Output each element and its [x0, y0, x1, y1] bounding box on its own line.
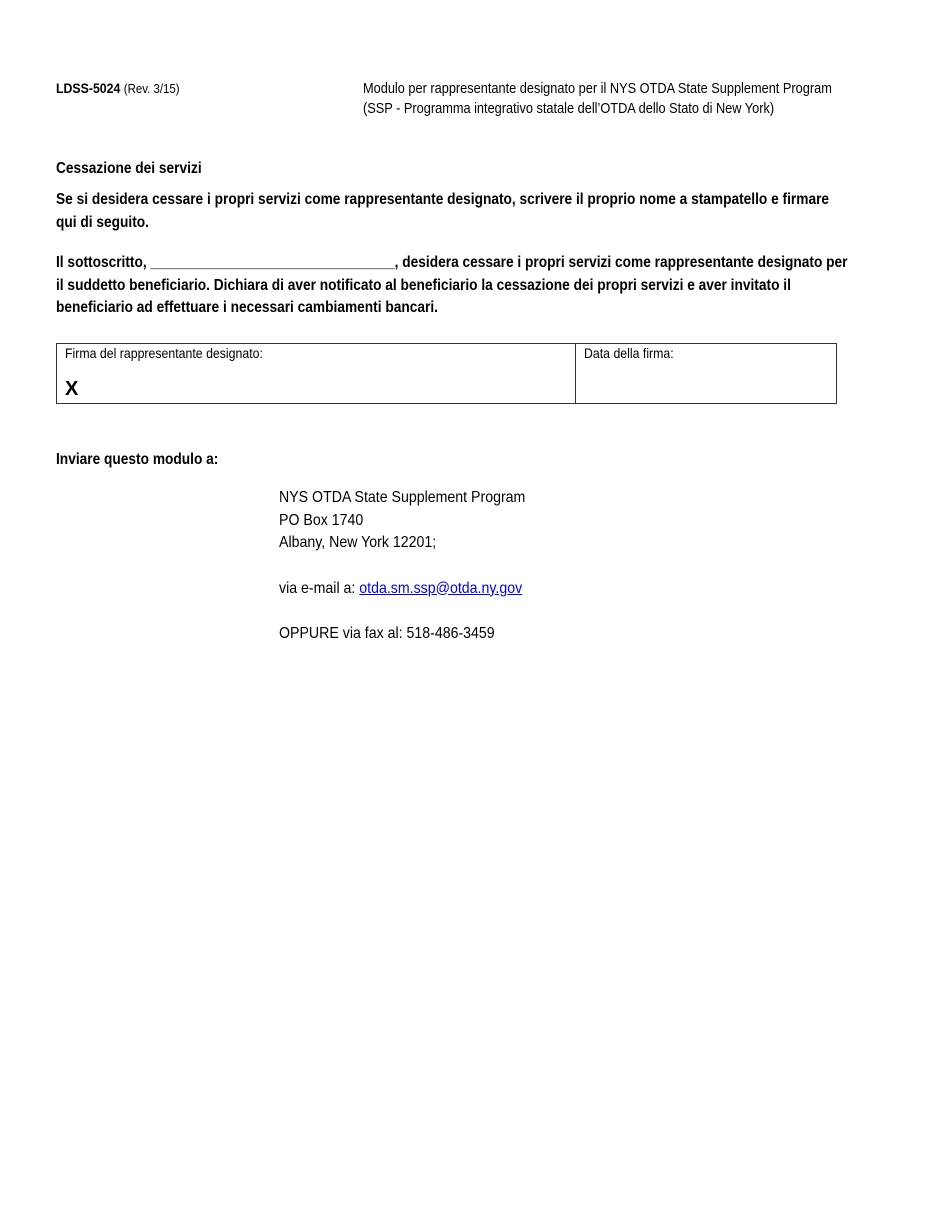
- email-spacer: [279, 600, 525, 623]
- section-instruction: Se si desidera cessare i propri servizi come rappresentante designato, scrivere il proprio nome a stampatello e firmare qui di seguito.: [56, 191, 830, 231]
- signature-cell[interactable]: [57, 344, 576, 403]
- form-title-line-2: (SSP - Programma integrativo statale dell’OTDA dello Stato di New York): [363, 101, 775, 117]
- form-code: LDSS-5024: [56, 80, 121, 96]
- form-title: [363, 79, 832, 119]
- mailing-address: [279, 487, 525, 646]
- section-title: Cessazione dei servizi: [56, 160, 202, 177]
- address-line-2: PO Box 1740: [279, 511, 364, 529]
- form-identifier: [56, 80, 180, 96]
- signature-date-cell[interactable]: [576, 344, 836, 403]
- form-title-line-1: Modulo per rappresentante designato per il NYS OTDA State Supplement Program: [363, 81, 832, 97]
- address-line-1: NYS OTDA State Supplement Program: [279, 489, 526, 506]
- declaration-suffix: , desidera cessare i propri servizi come rappresentante designato per il suddetto beneficiario. Dichiara di aver notificato al beneficiario la cessazione dei propri servizi e aver invitato il beneficiario ad effettuare i necessari cambiamenti bancari.: [56, 254, 848, 316]
- form-revision: (Rev. 3/15): [123, 81, 180, 96]
- address-spacer: [279, 555, 525, 578]
- signature-date-label: Data della firma:: [584, 345, 674, 361]
- declaration-prefix: Il sottoscritto,: [56, 254, 151, 271]
- email-link[interactable]: otda.sm.ssp@otda.ny.gov: [359, 579, 523, 597]
- declaration-text: [56, 252, 853, 320]
- send-to-label: Inviare questo modulo a:: [56, 451, 219, 468]
- signature-label: Firma del rappresentante designato:: [65, 345, 263, 361]
- name-blank-line[interactable]: ________________________________: [150, 254, 395, 271]
- fax-line: OPPURE via fax al: 518-486-3459: [279, 625, 495, 642]
- address-line-3: Albany, New York 12201;: [279, 534, 437, 551]
- email-prefix: via e-mail a:: [279, 579, 360, 597]
- email-line: [279, 578, 525, 601]
- signature-mark: X: [65, 378, 79, 400]
- signature-table: [56, 343, 837, 404]
